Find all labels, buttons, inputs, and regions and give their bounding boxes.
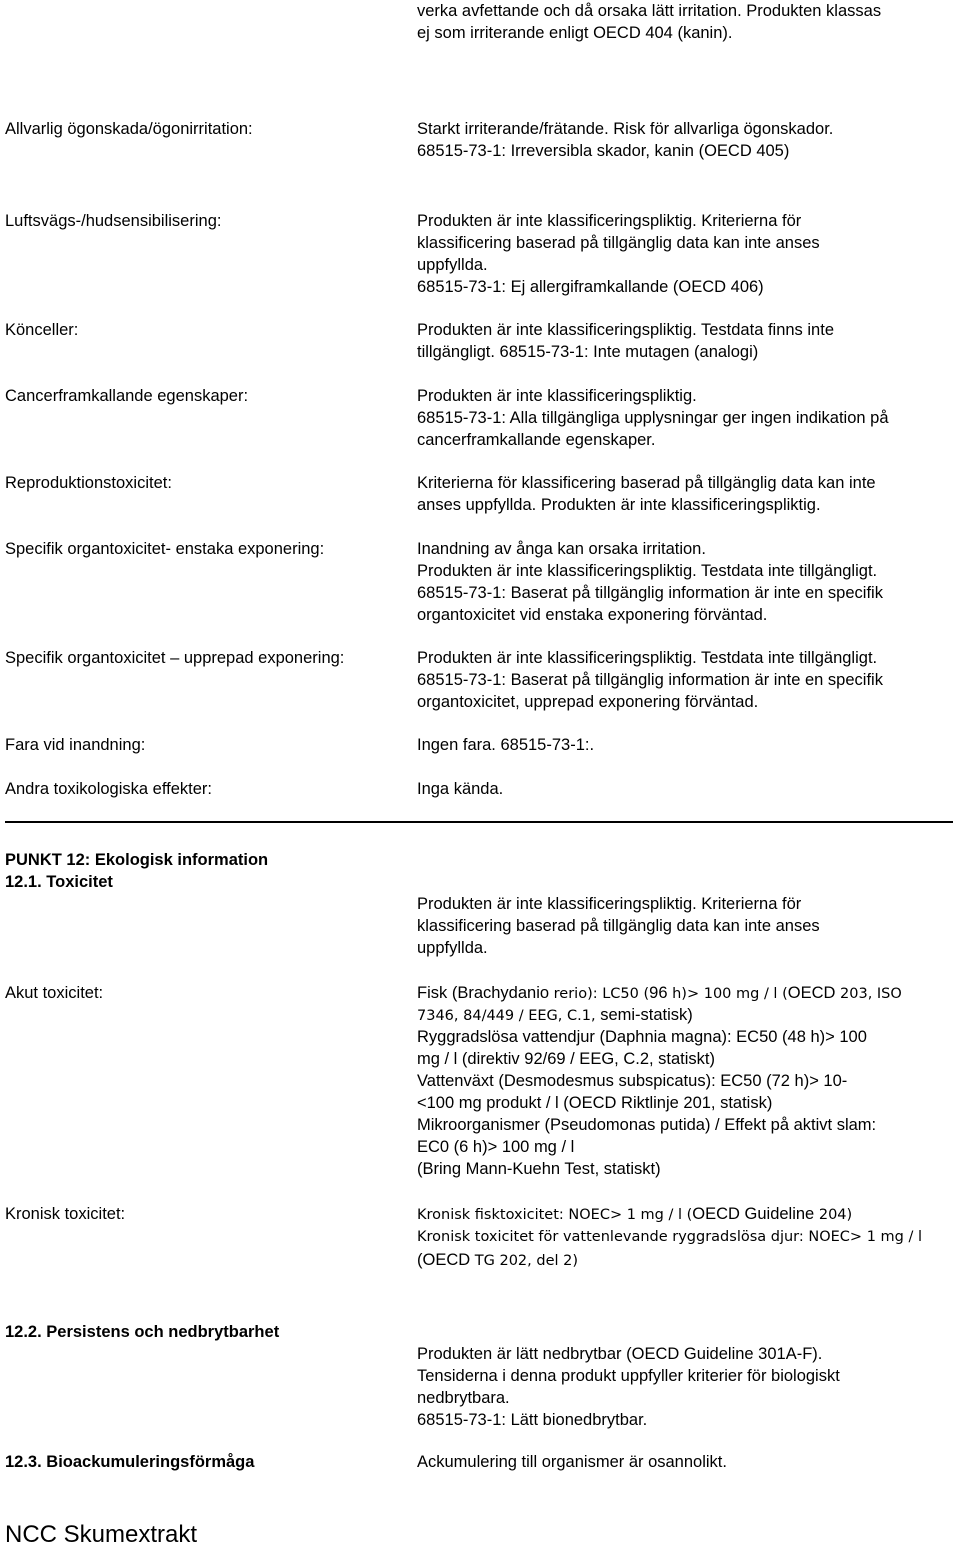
acute-toxicity-text: EC0 (6 h)> 100 mg / l — [417, 1138, 575, 1156]
chronic-paren-text: ( — [417, 1251, 423, 1269]
toxicity-heading: 12.1. Toxicitet — [5, 873, 113, 891]
other-effects-label: Andra toxikologiska effekter: — [5, 780, 212, 798]
stot-single-text: organtoxicitet vid enstaka exponering förväntad. — [417, 606, 768, 624]
fish-hours-text: 96 — [649, 984, 668, 1002]
fish-oecd-text: OECD — [787, 984, 836, 1002]
carcinogenic-text: 68515-73-1: Alla tillgängliga upplysningar ger ingen indikation på — [417, 409, 889, 427]
stot-repeated-label: Specifik organtoxicitet – upprepad exponering: — [5, 649, 345, 667]
fish-lc50-text: rerio): LC50 ( — [553, 986, 650, 1002]
chronic-number-text: 204) — [814, 1207, 853, 1223]
persistence-text: nedbrytbara. — [417, 1389, 510, 1407]
acute-toxicity-text: <100 mg produkt / l (OECD Riktlinje 201, statisk) — [417, 1094, 773, 1112]
carcinogenic-text: cancerframkallande egenskaper. — [417, 431, 656, 449]
eye-damage-text: 68515-73-1: Irreversibla skador, kanin (OECD 405) — [417, 142, 790, 160]
eye-damage-text: Starkt irriterande/frätande. Risk för allvarliga ögonskador. — [417, 120, 834, 138]
chronic-toxicity-invertebrate-line: Kronisk toxicitet för vattenlevande ryggradslösa djur: NOEC> 1 mg / l — [417, 1229, 922, 1245]
persistence-text: Produkten är lätt nedbrytbar (OECD Guideline 301A-F). — [417, 1345, 823, 1363]
sensitization-text: klassificering baserad på tillgänglig data kan inte anses — [417, 234, 820, 252]
bioaccumulation-text: Ackumulering till organismer är osannolikt. — [417, 1453, 727, 1471]
persistence-text: 68515-73-1: Lätt bionedbrytbar. — [417, 1411, 648, 1429]
fish-species-text: Fisk (Brachydanio — [417, 984, 554, 1002]
reproductive-text: Kriterierna för klassificering baserad på tillgänglig data kan inte — [417, 474, 876, 492]
fish-directive-text: 7346, 84/449 / EEG, C.1, — [417, 1008, 601, 1024]
product-name-footer: NCC Skumextrakt — [5, 1521, 198, 1548]
chronic-toxicity-label: Kronisk toxicitet: — [5, 1205, 126, 1223]
sensitization-label: Luftsvägs-/hudsensibilisering: — [5, 212, 222, 230]
toxicity-text: klassificering baserad på tillgänglig data kan inte anses — [417, 917, 820, 935]
acute-toxicity-text: Ryggradslösa vattendjur (Daphnia magna): EC50 (48 h)> 100 — [417, 1028, 867, 1046]
stot-single-text: Produkten är inte klassificeringspliktig. Testdata inte tillgängligt. — [417, 562, 878, 580]
carcinogenic-text: Produkten är inte klassificeringspliktig. — [417, 387, 697, 405]
aspiration-text: Ingen fara. 68515-73-1:. — [417, 736, 595, 754]
eye-damage-label: Allvarlig ögonskada/ögonirritation: — [5, 120, 253, 138]
stot-repeated-text: organtoxicitet, upprepad exponering förväntad. — [417, 693, 759, 711]
sensitization-text: 68515-73-1: Ej allergiframkallande (OECD 406) — [417, 278, 764, 296]
persistence-text: Tensiderna i denna produkt uppfyller kriterier för biologiskt — [417, 1367, 840, 1385]
chronic-oecd-text: OECD — [422, 1251, 471, 1269]
sensitization-text: Produkten är inte klassificeringspliktig. Kriterierna för — [417, 212, 802, 230]
germ-cells-text: tillgängligt. 68515-73-1: Inte mutagen (analogi) — [417, 343, 759, 361]
germ-cells-text: Produkten är inte klassificeringspliktig. Testdata finns inte — [417, 321, 834, 339]
acute-toxicity-text: Vattenväxt (Desmodesmus subspicatus): EC50 (72 h)> 10- — [417, 1072, 848, 1090]
aspiration-label: Fara vid inandning: — [5, 736, 146, 754]
stot-single-text: Inandning av ånga kan orsaka irritation. — [417, 540, 706, 558]
acute-toxicity-text: mg / l (direktiv 92/69 / EEG, C.2, statiskt) — [417, 1050, 716, 1068]
sensitization-text: uppfyllda. — [417, 256, 488, 274]
chronic-toxicity-reference-line — [417, 1249, 578, 1272]
stot-repeated-text: 68515-73-1: Baserat på tillgänglig information är inte en specifik — [417, 671, 883, 689]
acute-toxicity-text: (Bring Mann-Kuehn Test, statiskt) — [417, 1160, 661, 1178]
chronic-tg-text: TG 202, del 2) — [470, 1253, 579, 1269]
section-divider — [5, 821, 953, 823]
acute-toxicity-fish-line — [417, 982, 902, 1005]
intro-line: ej som irriterande enligt OECD 404 (kanin). — [417, 24, 733, 42]
acute-toxicity-text: Mikroorganismer (Pseudomonas putida) / Effekt på aktivt slam: — [417, 1116, 877, 1134]
chronic-toxicity-fish-line — [417, 1203, 852, 1226]
toxicity-text: uppfyllda. — [417, 939, 488, 957]
other-effects-text: Inga kända. — [417, 780, 504, 798]
fish-method-text: semi-statisk) — [600, 1006, 693, 1024]
acute-toxicity-fish-line — [417, 1004, 693, 1027]
bioaccumulation-heading: 12.3. Bioackumuleringsförmåga — [5, 1453, 255, 1471]
fish-value-text: h)> 100 mg / l ( — [667, 986, 788, 1002]
section-title: PUNKT 12: Ekologisk information — [5, 851, 269, 869]
fish-standard-text: 203, ISO — [835, 986, 902, 1002]
chronic-fish-text: Kronisk fisktoxicitet: NOEC> 1 mg / l ( — [417, 1207, 693, 1223]
carcinogenic-label: Cancerframkallande egenskaper: — [5, 387, 249, 405]
persistence-heading: 12.2. Persistens och nedbrytbarhet — [5, 1323, 280, 1341]
stot-single-label: Specifik organtoxicitet- enstaka exponering: — [5, 540, 325, 558]
germ-cells-label: Könceller: — [5, 321, 79, 339]
stot-single-text: 68515-73-1: Baserat på tillgänglig information är inte en specifik — [417, 584, 883, 602]
reproductive-label: Reproduktionstoxicitet: — [5, 474, 172, 492]
intro-line: verka avfettande och då orsaka lätt irritation. Produkten klassas — [417, 2, 882, 20]
chronic-guideline-text: OECD Guideline — [692, 1205, 815, 1223]
acute-toxicity-label: Akut toxicitet: — [5, 984, 104, 1002]
stot-repeated-text: Produkten är inte klassificeringspliktig. Testdata inte tillgängligt. — [417, 649, 878, 667]
reproductive-text: anses uppfyllda. Produkten är inte klassificeringspliktig. — [417, 496, 821, 514]
toxicity-text: Produkten är inte klassificeringspliktig. Kriterierna för — [417, 895, 802, 913]
